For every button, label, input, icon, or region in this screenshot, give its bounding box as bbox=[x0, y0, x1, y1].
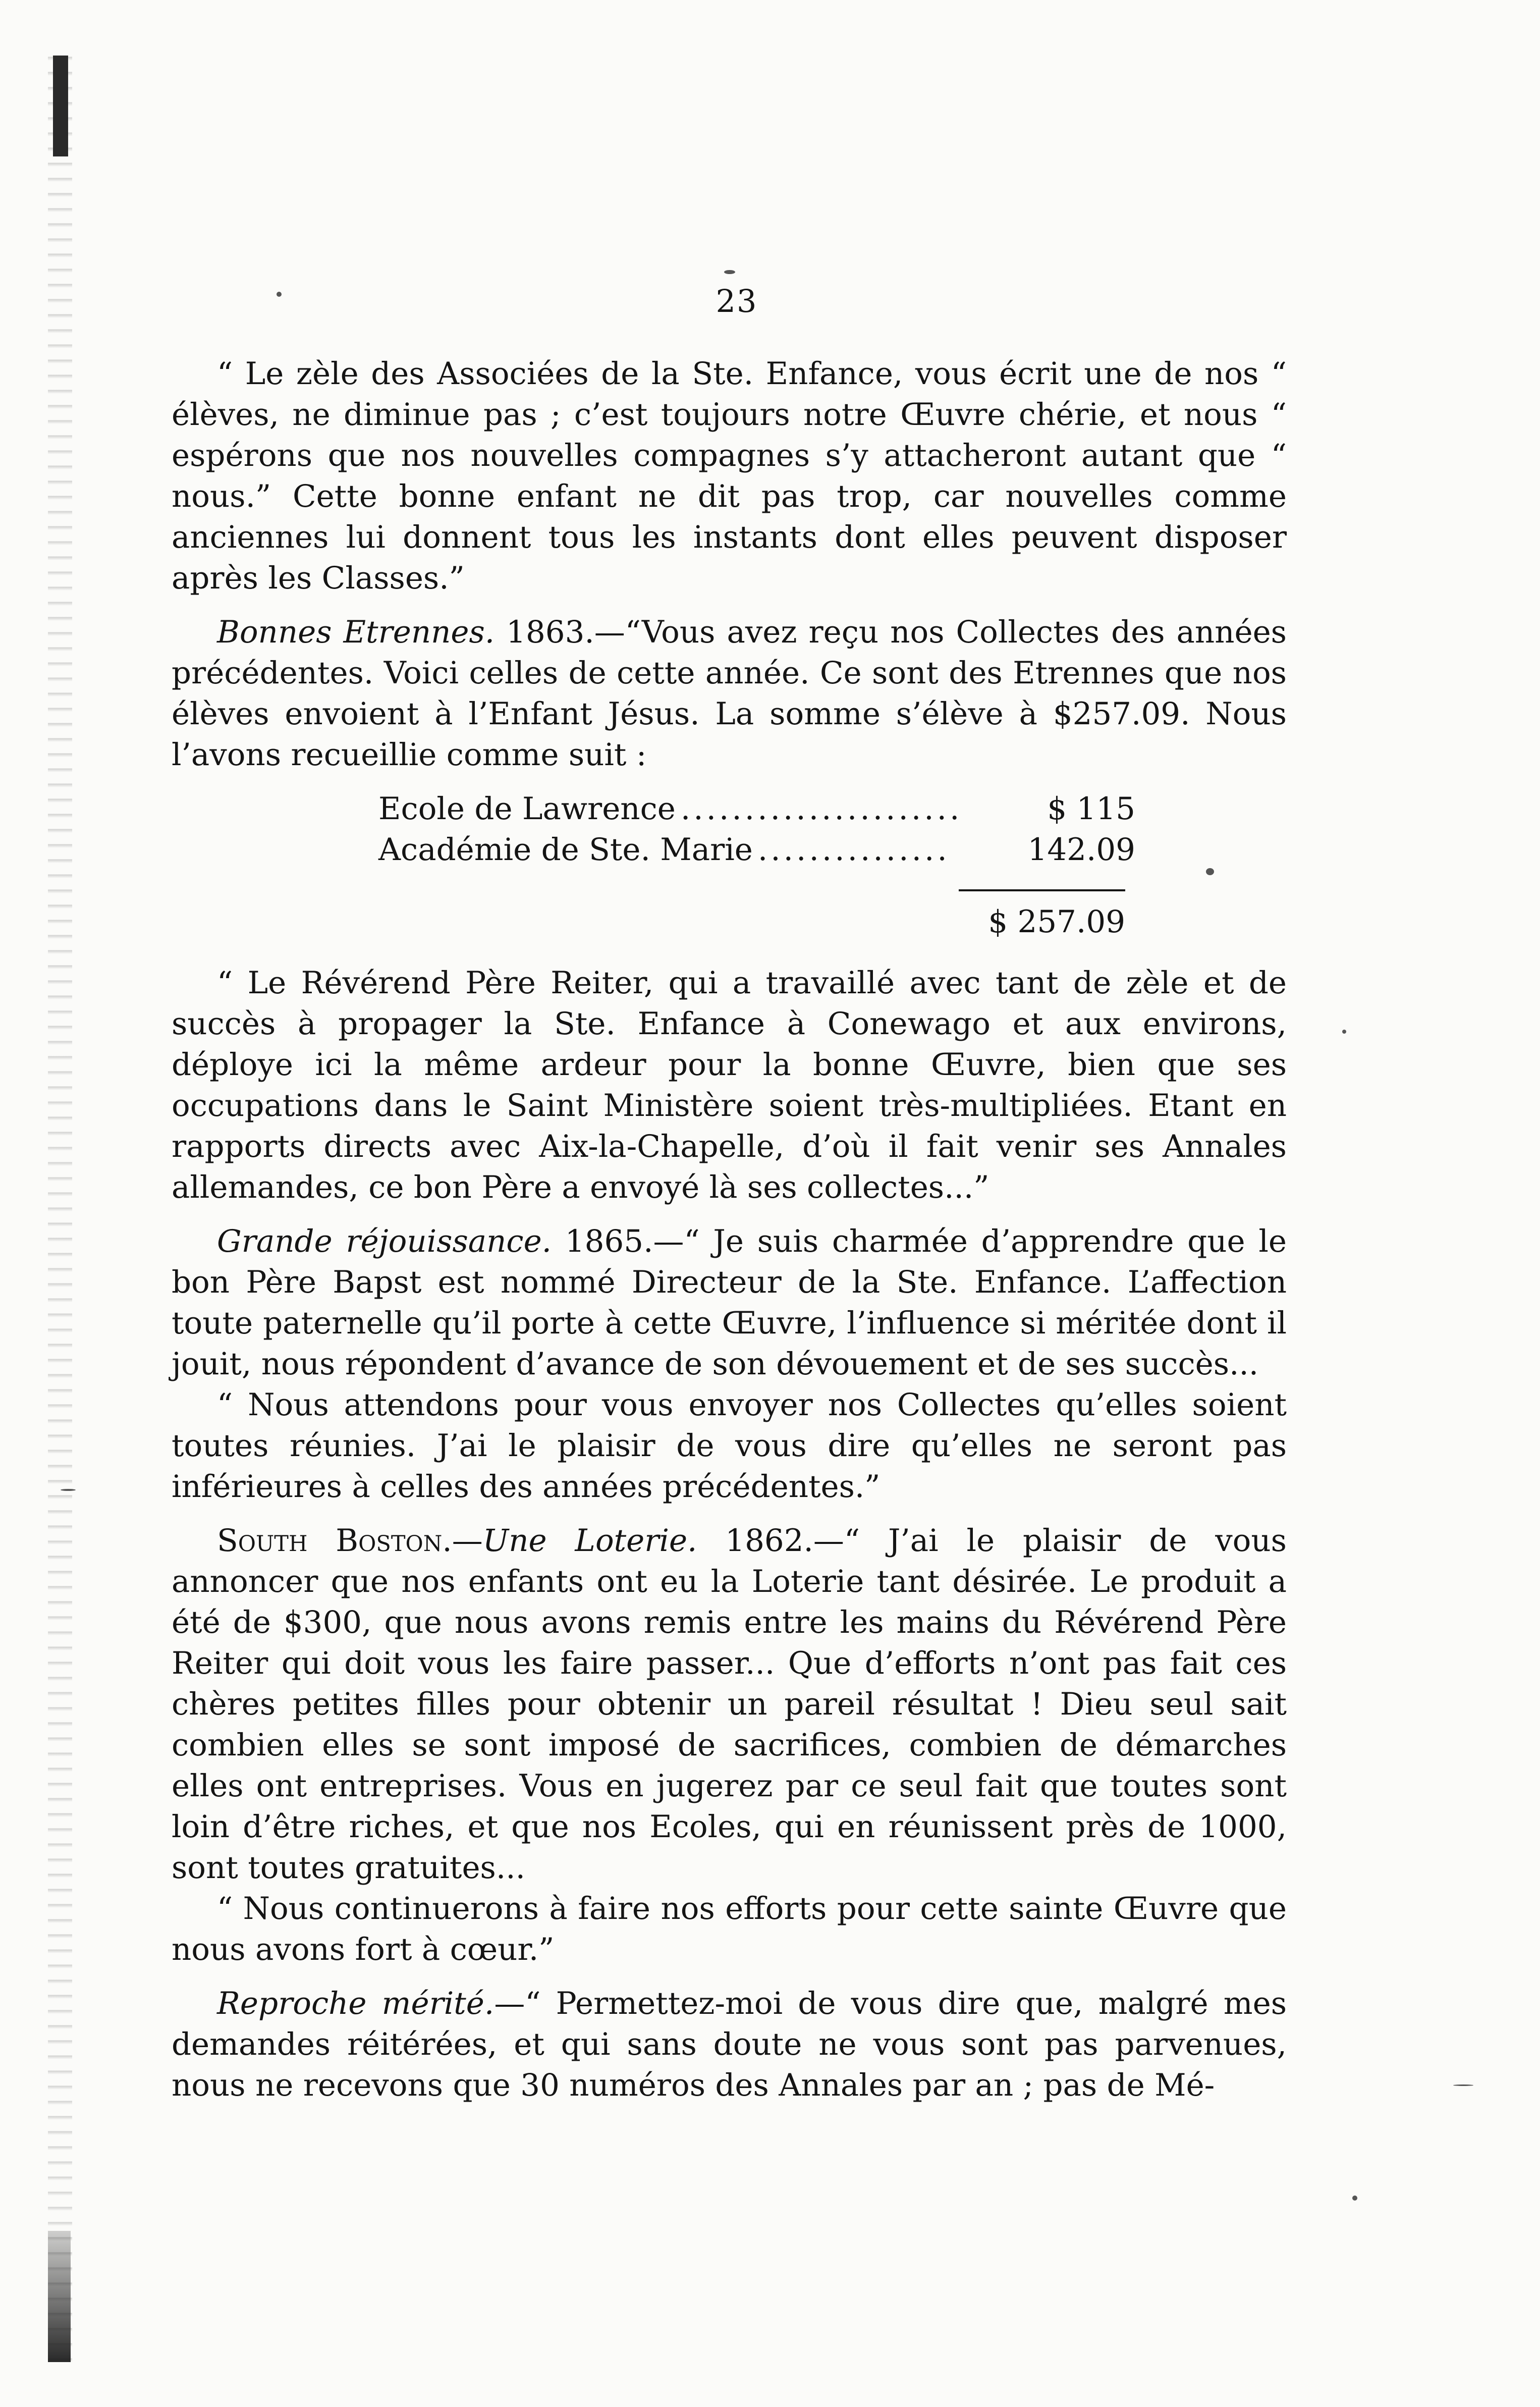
paragraph-text-run: “ Nous attendons pour vous envoyer nos Collectes qu’elles soient toutes réunies. J’ai le plaisir de vous dire qu’elles ne seront pas inférieures à celles des années précédentes.” bbox=[172, 1387, 1287, 1505]
paragraph-text-run: — bbox=[452, 1523, 483, 1559]
ledger-total: $ 257.09 bbox=[988, 904, 1125, 940]
paragraph-text-run: “ Le Révérend Père Reiter, qui a travaillé avec tant de zèle et de succès à propager la Ste. Enfance à Conewago et aux environs, déploye ici la même ardeur pour la bonne Œuvre, bien que ses occupations dans le Saint Ministère soient très-multipliées. Etant en rapports directs avec Aix-la-Chapelle, d’où il fait venir ses Annales allemandes, ce bon Père a envoyé là ses collectes...” bbox=[172, 965, 1287, 1205]
ledger-row bbox=[378, 829, 1135, 870]
page-number: 23 bbox=[716, 283, 758, 319]
paragraph bbox=[172, 1384, 1287, 1507]
paragraph bbox=[172, 1520, 1287, 1888]
paragraph-text-run: 1865.—“ Je suis charmée d’apprendre que le bon Père Bapst est nommé Directeur de la Ste. Enfance. L’affection toute paternelle qu’il porte à cette Œuvre, l’influence si méritée dont il jouit, nous répondent d’avance de son dévouement et de ses succès... bbox=[172, 1223, 1287, 1382]
ledger-row-amount: 142.09 bbox=[1027, 832, 1135, 868]
ledger-row-name: Ecole de Lawrence bbox=[378, 791, 676, 827]
paragraph-text-run: Grande réjouissance. bbox=[217, 1223, 552, 1259]
binding-mark-top bbox=[53, 56, 68, 156]
scan-speck bbox=[61, 1489, 76, 1491]
paragraph bbox=[172, 1221, 1287, 1384]
paragraph-text-run: 1863.—“Vous avez reçu nos Collectes des années précédentes. Voici celles de cette année. Ce sont des Etrennes que nos élèves envoient à l’Enfant Jésus. La somme s’élève à $257.09. Nous l’avons recueillie comme suit : bbox=[172, 614, 1287, 773]
paragraph bbox=[172, 962, 1287, 1208]
ledger-row-name: Académie de Ste. Marie bbox=[378, 832, 753, 868]
paragraph-text-run: Bonnes Etrennes. bbox=[217, 614, 495, 650]
paragraph-text-run: Une Loterie. bbox=[482, 1523, 697, 1559]
scan-speck bbox=[1352, 2196, 1357, 2201]
paragraph bbox=[172, 1983, 1287, 2106]
scan-speck bbox=[1206, 868, 1214, 875]
scan-speck bbox=[277, 292, 282, 297]
scan-speck bbox=[1453, 2084, 1473, 2086]
paragraph-text-run: South Boston. bbox=[217, 1523, 452, 1559]
scan-speck bbox=[1342, 1030, 1346, 1034]
paragraph bbox=[172, 612, 1287, 775]
binding-mark-bottom bbox=[48, 2231, 71, 2362]
paragraphs-after-ledger bbox=[172, 962, 1287, 2106]
ledger-row-dots: ...................... bbox=[680, 791, 963, 827]
paragraph-text-run: —“ Permettez-moi de vous dire que, malgré mes demandes réitérées, et qui sans doute ne vous sont pas parvenues, nous ne recevons que 30 numéros des Annales par an ; pas de Mé- bbox=[172, 1986, 1287, 2103]
binding-shadow bbox=[48, 45, 72, 2367]
ledger-total-rule bbox=[959, 889, 1125, 891]
ledger-row bbox=[378, 788, 1135, 829]
collections-ledger bbox=[172, 788, 1287, 870]
paragraph-text-run: “ Nous continuerons à faire nos efforts pour cette sainte Œuvre que nous avons fort à cœur.” bbox=[172, 1891, 1287, 1967]
paragraph bbox=[172, 353, 1287, 599]
ledger-row-dots: ............... bbox=[757, 832, 950, 868]
paragraphs-before-ledger bbox=[172, 353, 1287, 775]
scan-speck bbox=[724, 270, 735, 274]
paragraph bbox=[172, 1888, 1287, 1970]
paragraph-text-run: 1862.—“ J’ai le plaisir de vous annoncer que nos enfants ont eu la Loterie tant désirée. Le produit a été de $300, que nous avons remis entre les mains du Révérend Père Reiter qui doit vous les faire passer... Que d’efforts n’ont pas fait ces chères petites filles pour obtenir un pareil résultat ! Dieu seul sait combien elles se sont imposé de sacrifices, combien de démarches elles ont entreprises. Vous en jugerez par ce seul fait que toutes sont loin d’être riches, et que nos Ecoles, qui en réunissent près de 1000, sont toutes gratuites... bbox=[172, 1523, 1287, 1886]
ledger-row-amount: $ 115 bbox=[1047, 791, 1135, 827]
paragraph-text-run: “ Le zèle des Associées de la Ste. Enfance, vous écrit une de nos “ élèves, ne diminue pas ; c’est toujours notre Œuvre chérie, et nous “ espérons que nos nouvelles compagnes s’y attacheront autant que “ nous.” Cette bonne enfant ne dit pas trop, car nouvelles comme anciennes lui donnent tous les instants dont elles peuvent disposer après les Classes.” bbox=[172, 356, 1287, 596]
paragraph-text-run: Reproche mérité. bbox=[217, 1986, 494, 2021]
body-text bbox=[172, 353, 1287, 2119]
